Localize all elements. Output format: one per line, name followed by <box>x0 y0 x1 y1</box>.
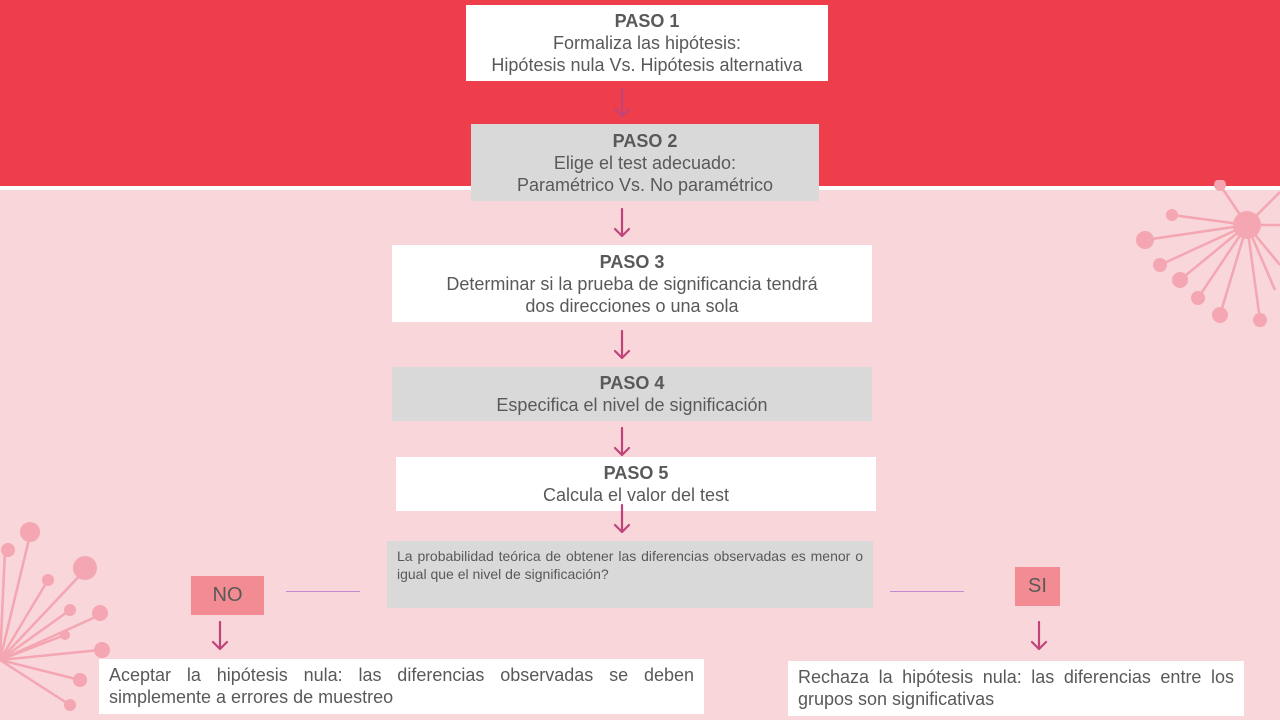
step-5-title: PASO 5 <box>603 463 669 483</box>
arrow-down-icon <box>612 426 632 458</box>
step-2-box <box>471 124 819 201</box>
step-5-line1: Calcula el valor del test <box>542 485 730 505</box>
arrow-down-icon <box>612 329 632 361</box>
no-label: NO <box>191 576 264 615</box>
arrow-down-icon <box>210 620 230 652</box>
connector-no <box>286 591 360 592</box>
step-1-line1: Formaliza las hipótesis: <box>552 33 742 53</box>
yes-label: SI <box>1015 567 1060 606</box>
connector-yes <box>890 591 964 592</box>
step-2-line1: Elige el test adecuado: <box>553 152 737 173</box>
dandelion-heart-icon <box>1120 180 1280 350</box>
yes-result-box: Rechaza la hipótesis nula: las diferencias entre los grupos son significativas <box>788 661 1244 716</box>
step-4-box <box>392 367 872 421</box>
step-2-title: PASO 2 <box>612 130 678 151</box>
arrow-down-icon <box>612 503 632 535</box>
step-1-line2: Hipótesis nula Vs. Hipótesis alternativa <box>491 55 803 75</box>
step-3-line2: dos direcciones o una sola <box>525 295 739 316</box>
step-2-line2: Paramétrico Vs. No paramétrico <box>516 174 774 195</box>
step-3-line1: Determinar si la prueba de significancia tendrá <box>446 273 818 294</box>
step-3-box <box>392 245 872 322</box>
step-1-title: PASO 1 <box>614 11 680 31</box>
step-4-line1: Especifica el nivel de significación <box>496 395 768 415</box>
step-5-box <box>396 457 876 511</box>
arrow-down-icon <box>612 207 632 239</box>
step-1-box <box>466 5 828 81</box>
step-3-title: PASO 3 <box>599 251 665 272</box>
arrow-down-icon <box>1029 620 1049 652</box>
arrow-down-icon <box>612 87 632 119</box>
step-4-title: PASO 4 <box>599 373 665 393</box>
decision-question: La probabilidad teórica de obtener las diferencias observadas es menor o igual que el nivel de significación? <box>387 541 873 608</box>
no-result-box: Aceptar la hipótesis nula: las diferencias observadas se deben simplemente a errores de muestreo <box>99 659 704 714</box>
